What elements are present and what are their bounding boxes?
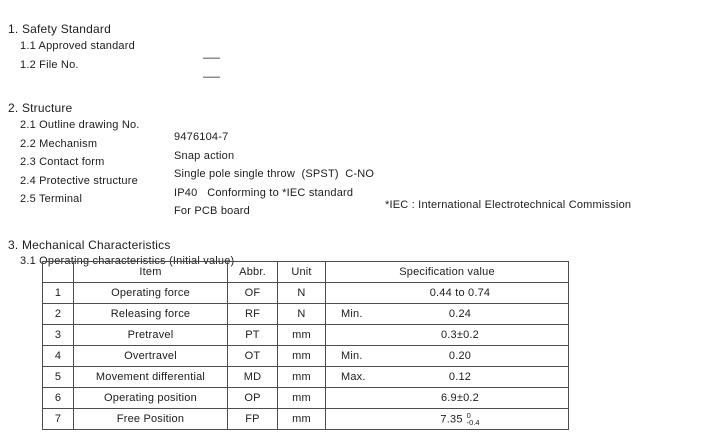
cell-item: Releasing force [74, 304, 228, 325]
cell-abbr: MD [228, 367, 278, 388]
cell-abbr: OF [228, 283, 278, 304]
cell-unit: mm [278, 367, 326, 388]
cell-spec [326, 283, 569, 304]
spec-value: 0.20 [448, 350, 472, 362]
cell-item: Operating position [74, 388, 228, 409]
table-row [43, 409, 569, 430]
section-2-heading [0, 87, 706, 115]
spec-label: 2.4 Protective structure [20, 174, 138, 187]
spec-qualifier: Min. [341, 350, 363, 362]
cell-item: Free Position [74, 409, 228, 430]
spec-value: Snap action [174, 149, 235, 162]
spec-value: For PCB board [174, 205, 250, 217]
spec-value: 0.44 to 0.74 [429, 287, 491, 299]
cell-unit: mm [278, 409, 326, 430]
col-header-num [43, 262, 74, 283]
cell-spec [326, 409, 569, 430]
spec-value: Single pole single throw (SPST) C-NO [174, 168, 375, 180]
section-1-heading [0, 8, 706, 36]
cell-num: 3 [43, 325, 74, 346]
cell-unit: mm [278, 388, 326, 409]
spec-value: 6.9±0.2 [440, 392, 480, 404]
table-row [43, 325, 569, 346]
table-row [43, 388, 569, 409]
cell-abbr: OT [228, 346, 278, 367]
spec-value: IP40 Conforming to *IEC standard [174, 186, 354, 199]
cell-spec [326, 304, 569, 325]
safety-item-row [0, 47, 706, 83]
cell-num: 6 [43, 388, 74, 409]
cell-num: 5 [43, 367, 74, 388]
section-3-subheading [0, 243, 706, 267]
spec-value: 0.24 [448, 308, 472, 320]
table-header-row [43, 262, 569, 283]
spec-value-dash: — [203, 70, 221, 83]
spec-value: 0.3±0.2 [440, 329, 480, 341]
col-header-unit: Unit [278, 262, 326, 283]
spec-label: 2.2 Mechanism [20, 137, 98, 150]
spec-value [326, 412, 568, 427]
col-header-abbr: Abbr. [228, 262, 278, 283]
section-heading-text: 2. Structure [8, 101, 73, 115]
spec-label: 1.2 File No. [20, 58, 79, 71]
cell-num: 4 [43, 346, 74, 367]
section-heading-text: 3. Mechanical Characteristics [8, 238, 171, 252]
spec-qualifier: Min. [341, 308, 363, 320]
spec-qualifier: Max. [341, 371, 366, 383]
spec-label: 2.5 Terminal [20, 193, 83, 205]
table-row [43, 304, 569, 325]
spec-value: 0.12 [448, 371, 472, 383]
cell-spec [326, 325, 569, 346]
cell-spec [326, 367, 569, 388]
table-row [43, 367, 569, 388]
cell-item: Movement differential [74, 367, 228, 388]
cell-abbr: PT [228, 325, 278, 346]
cell-spec [326, 346, 569, 367]
cell-abbr: OP [228, 388, 278, 409]
cell-item: Pretravel [74, 325, 228, 346]
cell-spec [326, 388, 569, 409]
tolerance-lower: -0.4 [466, 418, 480, 427]
safety-item-row [0, 28, 706, 64]
cell-unit: mm [278, 325, 326, 346]
cell-unit: mm [278, 346, 326, 367]
spec-value: 9476104-7 [174, 131, 229, 143]
cell-abbr: FP [228, 409, 278, 430]
col-header-item: Item [74, 262, 228, 283]
spec-label: 2.3 Contact form [20, 156, 105, 168]
tolerance-stack [467, 412, 480, 427]
table-row [43, 346, 569, 367]
operating-characteristics-table [42, 261, 569, 430]
cell-unit: N [278, 304, 326, 325]
cell-num: 7 [43, 409, 74, 430]
cell-item: Overtravel [74, 346, 228, 367]
structure-item-row [0, 144, 706, 180]
section-heading-text: 1. Safety Standard [8, 22, 111, 36]
cell-item: Operating force [74, 283, 228, 304]
spec-label: 1.1 Approved standard [20, 40, 135, 52]
spec-label: 2.1 Outline drawing No. [20, 119, 140, 131]
cell-num: 1 [43, 283, 74, 304]
section-3-heading [0, 224, 706, 252]
tolerance-upper: 0 [466, 410, 471, 420]
col-header-spec: Specification value [326, 262, 569, 283]
spec-value-dash: — [203, 52, 221, 64]
cell-unit: N [278, 283, 326, 304]
cell-abbr: RF [228, 304, 278, 325]
spec-note: *IEC : International Electrotechnical Commission [385, 198, 632, 211]
structure-item-row [0, 107, 706, 143]
spec-value-number: 7.35 [440, 412, 463, 425]
table-row [43, 283, 569, 304]
subheading-text: 3.1 Operating characteristics (Initial value) [20, 254, 235, 267]
cell-num: 2 [43, 304, 74, 325]
